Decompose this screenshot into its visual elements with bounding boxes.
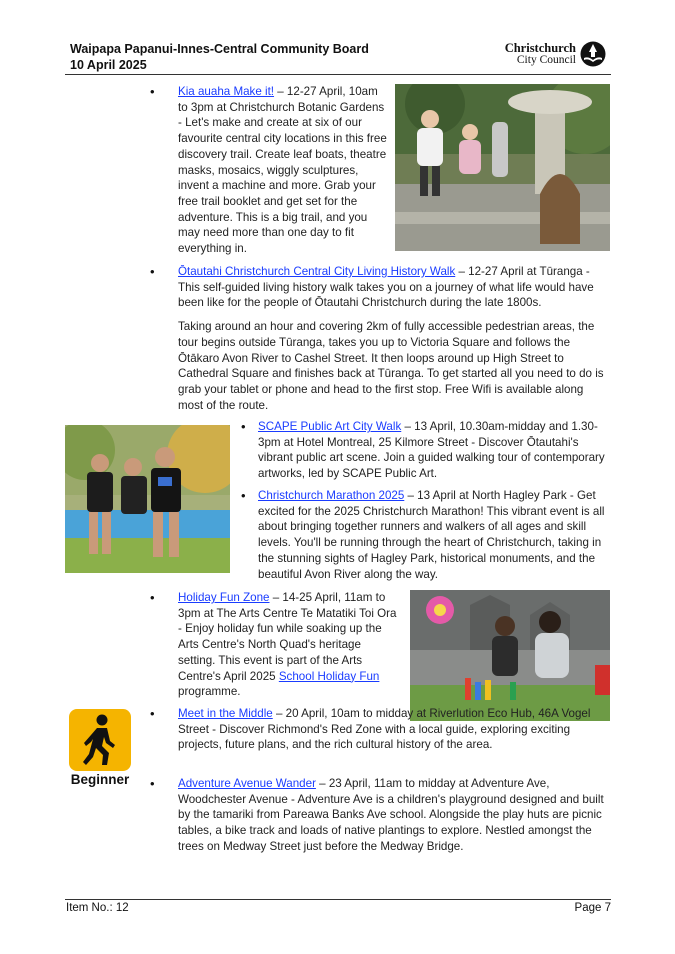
list-item-meet-in-the-middle [178,706,610,753]
board-name: Waipapa Papanui-Innes-Central Community Board [70,42,369,56]
list-item-holiday-fun-zone [178,590,400,700]
photo-marathon-runners [65,425,230,573]
link-scape-walk[interactable]: SCAPE Public Art City Walk [258,420,402,433]
bullet: • [150,776,155,791]
list-item-adventure-avenue [178,776,610,855]
link-holiday-fun-zone[interactable]: Holiday Fun Zone [178,591,270,604]
link-marathon[interactable]: Christchurch Marathon 2025 [258,489,405,502]
link-meet-in-the-middle[interactable]: Meet in the Middle [178,707,273,720]
logo-line1: Christchurch [504,41,576,55]
link-adventure-avenue[interactable]: Adventure Avenue Wander [178,777,316,790]
council-logo [498,40,608,68]
link-kia-auaha[interactable]: Kia auaha Make it! [178,85,275,98]
item-text: – 13 April, 10.30am-midday and 1.30-3pm at Hotel Montreal, 25 Kilmore Street - Discover Ōtautahi's vibrant public art scene. Join a guided walking tour of contemporary artworks, led by SCAPE Public Art. [258,420,605,481]
beginner-badge [65,709,135,787]
item-text: programme. [178,685,241,699]
council-emblem-icon [580,41,606,67]
list-item-living-history-walk [178,264,610,413]
footer-rule [65,899,611,900]
item-text: – 12-27 April at Tūranga - This self-guided living history walk takes you on a journey of what life would have been like for the people of Ōtautahi Christchurch during the late 1800s. [178,265,594,310]
item-paragraph: Taking around an hour and covering 2km of fully accessible pedestrian areas, the tour begins outside Tūranga, takes you up to Victoria Square and follows the Ōtākaro Avon River to Cashel Street. It then loops around up High Street to Cathedral Square and finishes back at Tūranga. To get started all you need to do is grab your tablet or phone and head to the first stop. Free Wifi is available along most of the route. [178,320,604,412]
bullet: • [150,590,155,605]
list-item-kia-auaha [178,84,388,257]
beginner-label: Beginner [70,772,130,787]
bullet: • [241,488,246,503]
photo-botanic-gardens [395,84,610,251]
link-living-history-walk[interactable]: Ōtautahi Christchurch Central City Living History Walk [178,265,456,278]
header-rule [65,74,611,75]
list-item-scape-walk [258,419,610,482]
bullet: • [241,419,246,434]
bullet: • [150,84,155,99]
item-text: – 14-25 April, 11am to 3pm at The Arts Centre Te Matatiki Toi Ora - Enjoy holiday fun while soaking up the Arts Centre's North Quad's heritage setting. This event is part of the Arts Centre's April 2025 [178,591,397,683]
meeting-date: 10 April 2025 [70,58,147,72]
page-number: Page 7 [574,902,611,914]
link-school-holiday-fun[interactable]: School Holiday Fun [278,669,380,683]
item-text: – 13 April at North Hagley Park - Get excited for the 2025 Christchurch Marathon! This vibrant event is all about bringing together runners and walkers of all ages and skill levels. You'll be running through the heart of Christchurch, taking in the stunning sights of Hagley Park, historical monuments, and the beautiful Avon River along the way. [258,489,605,581]
item-text: – 20 April, 10am to midday at Riverlution Eco Hub, 46A Vogel Street - Discover Richmond's Red Zone with a local guide, exploring exciting projects, future plans, and the rich cultural history of the area. [178,707,591,752]
board-title [70,41,369,73]
walking-person-icon [69,709,131,771]
item-text: – 23 April, 11am to midday at Adventure Ave, Woodchester Avenue - Adventure Ave is a children's playground designed and built by the tamariki from Pareawa Banks Ave school. Alongside the play huts are picnic tables, a bike track and loads of native plantings to explore. Nestled amongst the trees on Medway Street just before the Medway Bridge. [178,777,604,853]
item-number: Item No.: 12 [66,902,129,914]
list-item-marathon [258,488,610,582]
bullet: • [150,264,155,279]
bullet: • [150,706,155,721]
item-text: – 12-27 April, 10am to 3pm at Christchurch Botanic Gardens - Let's make and create at six of our favourite central city locations in this free discovery trail. Create leaf boats, theatre masks, mosaics, wiggly sculptures, invent a machine and more. Grab your free trail booklet and get set for the adventure. This is a big trail, and you may need more than one day to fit everything in. [178,85,387,256]
logo-line2: City Council [516,54,576,66]
photo-arts-centre-quad [410,590,610,721]
